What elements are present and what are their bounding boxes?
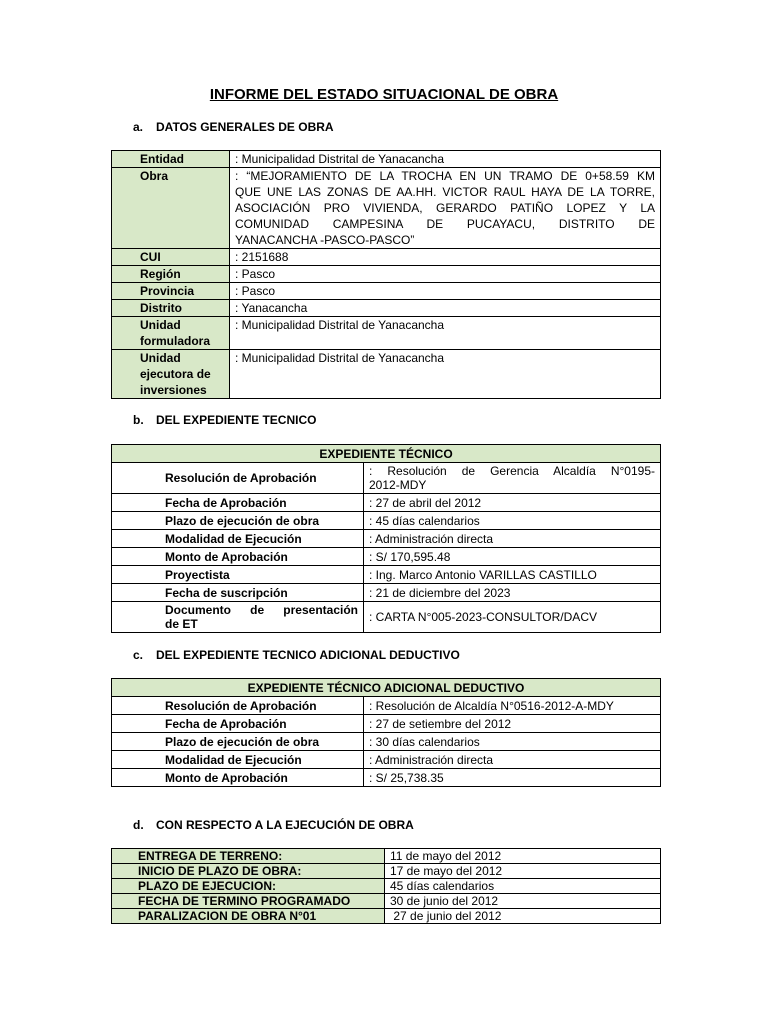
row-label: Monto de Aprobación (112, 548, 364, 566)
label-line: ejecutora de (140, 367, 211, 381)
row-value (364, 463, 661, 494)
obra-line: COMUNIDAD CAMPESINA DE PUCAYACU, DISTRITO DE (235, 217, 655, 231)
section-title: CON RESPECTO A LA EJECUCIÓN DE OBRA (156, 818, 414, 832)
obra-line: YANACANCHA -PASCO-PASCO” (235, 233, 415, 247)
row-value: : Municipalidad Distrital de Yanacancha (230, 317, 661, 350)
row-value: 17 de mayo del 2012 (385, 864, 661, 879)
row-label (112, 317, 230, 350)
table-row (112, 168, 661, 249)
table-row (112, 751, 661, 769)
row-value: : S/ 170,595.48 (364, 548, 661, 566)
ejecucion-table (111, 848, 661, 924)
row-value: : Administración directa (364, 530, 661, 548)
row-value: : 27 de setiembre del 2012 (364, 715, 661, 733)
table-row (112, 300, 661, 317)
row-label: Monto de Aprobación (112, 769, 364, 787)
document-title: INFORME DEL ESTADO SITUACIONAL DE OBRA (209, 86, 559, 103)
table-row (112, 283, 661, 300)
section-letter: a. (133, 120, 144, 134)
label-line: Unidad (140, 318, 181, 332)
row-label: FECHA DE TERMINO PROGRAMADO (112, 894, 385, 909)
table-row (112, 548, 661, 566)
row-label: Entidad (112, 151, 230, 168)
table-row (112, 697, 661, 715)
label-line: de ET (165, 617, 198, 631)
label-line: formuladora (140, 334, 211, 348)
row-label: Proyectista (112, 566, 364, 584)
section-title: DEL EXPEDIENTE TECNICO (156, 413, 317, 427)
table-row (112, 715, 661, 733)
row-label: Fecha de suscripción (112, 584, 364, 602)
row-label: Fecha de Aprobación (112, 715, 364, 733)
row-value: 11 de mayo del 2012 (385, 849, 661, 864)
expediente-adicional-table (111, 678, 661, 787)
table-row (112, 894, 661, 909)
label-line: Unidad (140, 351, 181, 365)
table-row (112, 733, 661, 751)
row-value: : 27 de abril del 2012 (364, 494, 661, 512)
obra-line: : “MEJORAMIENTO DE LA TROCHA EN UN TRAMO DE 0+58.59 KM (235, 169, 655, 183)
row-label: Fecha de Aprobación (112, 494, 364, 512)
section-d-heading (133, 818, 414, 832)
expediente-tecnico-table (111, 444, 661, 633)
row-value: 45 días calendarios (385, 879, 661, 894)
row-label: CUI (112, 249, 230, 266)
row-value: : CARTA N°005-2023-CONSULTOR/DACV (364, 602, 661, 633)
table-header: EXPEDIENTE TÉCNICO ADICIONAL DEDUCTIVO (112, 679, 661, 697)
row-value: : 2151688 (230, 249, 661, 266)
row-label: Modalidad de Ejecución (112, 530, 364, 548)
row-label: Modalidad de Ejecución (112, 751, 364, 769)
table-row (112, 584, 661, 602)
section-a-heading (133, 120, 334, 134)
section-title: DATOS GENERALES DE OBRA (156, 120, 334, 134)
row-value: : S/ 25,738.35 (364, 769, 661, 787)
row-value: : 30 días calendarios (364, 733, 661, 751)
section-b-heading (133, 413, 316, 427)
obra-description (230, 168, 661, 249)
section-letter: c. (133, 648, 144, 662)
table-row (112, 864, 661, 879)
row-value: : Pasco (230, 283, 661, 300)
row-label: PLAZO DE EJECUCION: (112, 879, 385, 894)
obra-line: ASOCIACIÓN PRO VIVIENDA, GERARDO PATIÑO LOPEZ Y LA (235, 201, 655, 215)
row-value: : Administración directa (364, 751, 661, 769)
table-row (112, 494, 661, 512)
row-label: PARALIZACION DE OBRA N°01 (112, 909, 385, 924)
value-line: : Resolución de Gerencia Alcaldía N°0195- (369, 464, 656, 478)
table-row (112, 463, 661, 494)
section-letter: d. (133, 818, 144, 832)
row-label: Plazo de ejecución de obra (112, 512, 364, 530)
table-header-row (112, 679, 661, 697)
row-value: : Yanacancha (230, 300, 661, 317)
section-title: DEL EXPEDIENTE TECNICO ADICIONAL DEDUCTIVO (156, 648, 460, 662)
row-label (112, 350, 230, 399)
section-c-heading (133, 648, 460, 662)
row-label: Provincia (112, 283, 230, 300)
table-row (112, 151, 661, 168)
value-line: 2012-MDY (369, 478, 427, 492)
label-line: inversiones (140, 383, 207, 397)
row-label: Resolución de Aprobación (112, 463, 364, 494)
table-row (112, 512, 661, 530)
row-value: : Municipalidad Distrital de Yanacancha (230, 151, 661, 168)
table-row (112, 566, 661, 584)
table-row (112, 266, 661, 283)
row-value: : Pasco (230, 266, 661, 283)
row-value: 27 de junio del 2012 (385, 909, 661, 924)
row-value: : Resolución de Alcaldía N°0516-2012-A-MDY (364, 697, 661, 715)
row-label: Resolución de Aprobación (112, 697, 364, 715)
row-value: : Municipalidad Distrital de Yanacancha (230, 350, 661, 399)
label-line: Documento de presentación (165, 603, 358, 617)
table-row (112, 849, 661, 864)
row-label: ENTREGA DE TERRENO: (112, 849, 385, 864)
row-label: Distrito (112, 300, 230, 317)
table-header: EXPEDIENTE TÉCNICO (112, 445, 661, 463)
row-label: Región (112, 266, 230, 283)
row-value: : Ing. Marco Antonio VARILLAS CASTILLO (364, 566, 661, 584)
section-letter: b. (133, 413, 144, 427)
row-label: Obra (112, 168, 230, 249)
row-label: INICIO DE PLAZO DE OBRA: (112, 864, 385, 879)
table-row (112, 769, 661, 787)
table-row (112, 249, 661, 266)
table-row (112, 350, 661, 399)
table-row (112, 879, 661, 894)
row-value: 30 de junio del 2012 (385, 894, 661, 909)
table-row (112, 602, 661, 633)
row-value: : 21 de diciembre del 2023 (364, 584, 661, 602)
row-label: Plazo de ejecución de obra (112, 733, 364, 751)
table-row (112, 530, 661, 548)
obra-line: QUE UNE LAS ZONAS DE AA.HH. VICTOR RAUL HAYA DE LA TORRE, (235, 185, 655, 199)
table-row (112, 317, 661, 350)
row-value: : 45 días calendarios (364, 512, 661, 530)
table-header-row (112, 445, 661, 463)
datos-generales-table (111, 150, 661, 399)
row-label (112, 602, 364, 633)
table-row (112, 909, 661, 924)
